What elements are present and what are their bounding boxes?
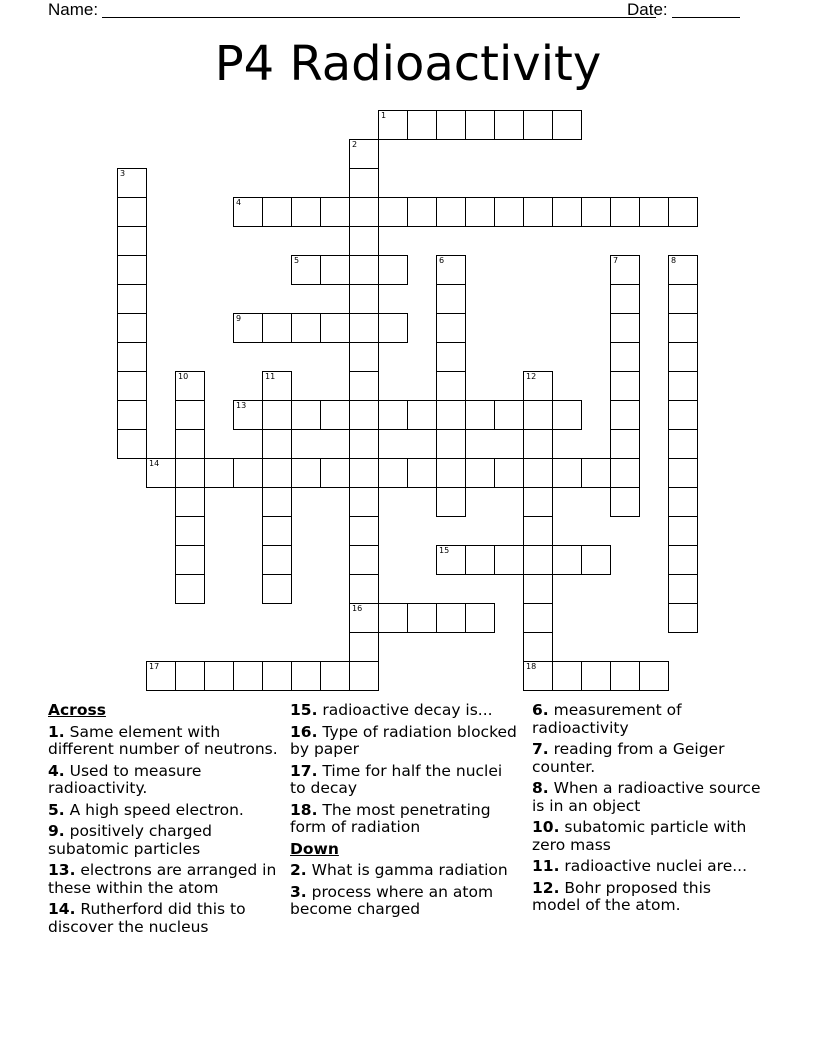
clue-num: 4. [48, 761, 65, 780]
grid-cell[interactable] [465, 603, 495, 633]
across-clue [48, 901, 280, 936]
clue-number: 18 [526, 662, 537, 671]
clue-number: 5 [294, 256, 300, 265]
across-clue [290, 724, 522, 759]
grid-cell[interactable] [262, 197, 292, 227]
grid-cell[interactable] [465, 545, 495, 575]
clue-text: reading from a Geiger counter. [532, 740, 725, 776]
grid-cell[interactable] [233, 197, 263, 227]
clue-num: 7. [532, 740, 549, 758]
grid-cell[interactable] [175, 458, 205, 488]
grid-cell[interactable] [610, 255, 640, 285]
grid-cell[interactable] [291, 458, 321, 488]
clue-text: Time for half the nuclei to decay [290, 761, 503, 797]
grid-cell[interactable] [117, 168, 147, 198]
clue-number: 3 [120, 169, 126, 178]
grid-cell[interactable] [610, 400, 640, 430]
grid-cell[interactable] [436, 284, 466, 314]
grid-cell[interactable] [378, 313, 408, 343]
grid-cell[interactable] [117, 313, 147, 343]
clue-text: subatomic particle with zero mass [532, 818, 747, 854]
grid-cell[interactable] [610, 197, 640, 227]
down-clue [532, 819, 764, 854]
grid-cell[interactable] [436, 400, 466, 430]
grid-cell[interactable] [378, 197, 408, 227]
grid-cell[interactable] [465, 110, 495, 140]
grid-cell[interactable] [523, 661, 553, 691]
name-label: Name: [48, 0, 99, 19]
grid-cell[interactable] [494, 197, 524, 227]
grid-cell[interactable] [610, 661, 640, 691]
clue-num: 13. [48, 861, 76, 879]
clue-text: Used to measure radioactivity. [48, 761, 202, 797]
clue-text: A high speed electron. [64, 800, 244, 819]
down-clue [532, 702, 764, 737]
clue-text: Rutherford did this to discover the nucleus [48, 900, 246, 936]
clue-text: positively charged subatomic particles [48, 822, 212, 858]
grid-cell[interactable] [668, 371, 698, 401]
grid-cell[interactable] [552, 545, 582, 575]
grid-cell[interactable] [262, 545, 292, 575]
clue-num: 17. [290, 761, 318, 780]
grid-cell[interactable] [146, 458, 176, 488]
grid-cell[interactable] [523, 487, 553, 517]
grid-cell[interactable] [436, 110, 466, 140]
across-clue [48, 862, 280, 897]
across-clue [48, 724, 280, 759]
grid-cell[interactable] [291, 313, 321, 343]
grid-cell[interactable] [262, 429, 292, 459]
grid-cell[interactable] [349, 545, 379, 575]
grid-cell[interactable] [378, 110, 408, 140]
grid-cell[interactable] [610, 342, 640, 372]
clue-num: 11. [532, 857, 560, 875]
grid-cell[interactable] [117, 400, 147, 430]
grid-cell[interactable] [175, 487, 205, 517]
clue-number: 10 [178, 372, 189, 381]
down-clue [532, 880, 764, 915]
grid-cell[interactable] [349, 574, 379, 604]
grid-cell[interactable] [349, 516, 379, 546]
grid-cell[interactable] [436, 545, 466, 575]
grid-cell[interactable] [175, 661, 205, 691]
clue-text: Bohr proposed this model of the atom. [532, 878, 711, 914]
grid-cell[interactable] [436, 487, 466, 517]
clue-num: 3. [290, 882, 307, 901]
grid-cell[interactable] [639, 661, 669, 691]
grid-cell[interactable] [436, 197, 466, 227]
grid-cell[interactable] [291, 255, 321, 285]
clue-text: radioactive nuclei are... [559, 857, 748, 875]
down-clue [532, 780, 764, 815]
grid-cell[interactable] [523, 574, 553, 604]
grid-cell[interactable] [610, 487, 640, 517]
grid-cell[interactable] [204, 458, 234, 488]
grid-cell[interactable] [523, 429, 553, 459]
clue-number: 4 [236, 198, 242, 207]
grid-cell[interactable] [436, 429, 466, 459]
grid-cell[interactable] [581, 545, 611, 575]
grid-cell[interactable] [494, 458, 524, 488]
grid-cell[interactable] [349, 371, 379, 401]
clue-text: Type of radiation blocked by paper [290, 722, 517, 758]
clue-text: What is gamma radiation [306, 861, 508, 879]
grid-cell[interactable] [581, 458, 611, 488]
grid-cell[interactable] [291, 661, 321, 691]
grid-cell[interactable] [668, 429, 698, 459]
grid-cell[interactable] [146, 661, 176, 691]
grid-cell[interactable] [523, 197, 553, 227]
grid-cell[interactable] [291, 400, 321, 430]
grid-cell[interactable] [523, 603, 553, 633]
clue-num: 15. [290, 701, 318, 719]
grid-cell[interactable] [407, 400, 437, 430]
grid-cell[interactable] [320, 313, 350, 343]
clue-text: The most penetrating form of radiation [290, 800, 491, 836]
clue-num: 8. [532, 779, 549, 797]
down-clue [290, 862, 522, 880]
grid-cell[interactable] [320, 400, 350, 430]
grid-cell[interactable] [436, 313, 466, 343]
grid-cell[interactable] [668, 458, 698, 488]
clue-column-1 [48, 702, 280, 940]
grid-cell[interactable] [523, 632, 553, 662]
grid-cell[interactable] [523, 371, 553, 401]
grid-cell[interactable] [117, 371, 147, 401]
date-label: Date: [627, 0, 668, 19]
across-clue [290, 702, 522, 720]
across-clue [48, 763, 280, 798]
grid-cell[interactable] [349, 313, 379, 343]
grid-cell[interactable] [320, 197, 350, 227]
grid-cell[interactable] [233, 458, 263, 488]
grid-cell[interactable] [523, 400, 553, 430]
grid-cell[interactable] [349, 429, 379, 459]
grid-cell[interactable] [436, 342, 466, 372]
grid-cell[interactable] [610, 313, 640, 343]
grid-cell[interactable] [233, 313, 263, 343]
clue-text: process where an atom become charged [290, 882, 494, 918]
grid-cell[interactable] [523, 516, 553, 546]
grid-cell[interactable] [581, 197, 611, 227]
grid-cell[interactable] [668, 197, 698, 227]
grid-cell[interactable] [262, 516, 292, 546]
grid-cell[interactable] [349, 603, 379, 633]
grid-cell[interactable] [262, 574, 292, 604]
clue-column-3 [532, 702, 764, 919]
grid-cell[interactable] [175, 400, 205, 430]
clue-text: radioactive decay is... [317, 701, 493, 719]
grid-cell[interactable] [552, 110, 582, 140]
clue-number: 7 [613, 256, 619, 265]
grid-cell[interactable] [175, 371, 205, 401]
clue-num: 12. [532, 878, 560, 897]
grid-cell[interactable] [349, 139, 379, 169]
clue-text: measurement of radioactivity [532, 701, 682, 737]
clue-number: 11 [265, 372, 276, 381]
clue-number: 9 [236, 314, 242, 323]
clue-num: 14. [48, 900, 76, 918]
down-clue [290, 884, 522, 919]
grid-cell[interactable] [378, 603, 408, 633]
clue-num: 18. [290, 800, 318, 819]
across-clue [48, 823, 280, 858]
clue-text: When a radioactive source is in an object [532, 779, 761, 815]
grid-cell[interactable] [349, 632, 379, 662]
clue-num: 1. [48, 722, 65, 741]
grid-cell[interactable] [262, 371, 292, 401]
grid-cell[interactable] [494, 400, 524, 430]
clue-number: 12 [526, 372, 537, 381]
grid-cell[interactable] [552, 197, 582, 227]
grid-cell[interactable] [349, 255, 379, 285]
grid-cell[interactable] [465, 197, 495, 227]
down-clue [532, 858, 764, 876]
clue-num: 9. [48, 822, 65, 840]
clue-number: 14 [149, 459, 160, 468]
clue-num: 16. [290, 722, 318, 741]
grid-cell[interactable] [320, 458, 350, 488]
clue-num: 10. [532, 818, 560, 836]
grid-cell[interactable] [175, 545, 205, 575]
clue-text: Same element with different number of neutrons. [48, 722, 278, 758]
grid-cell[interactable] [436, 371, 466, 401]
grid-cell[interactable] [349, 284, 379, 314]
grid-cell[interactable] [552, 661, 582, 691]
grid-cell[interactable] [204, 661, 234, 691]
grid-cell[interactable] [668, 574, 698, 604]
grid-cell[interactable] [233, 400, 263, 430]
grid-cell[interactable] [668, 284, 698, 314]
grid-cell[interactable] [175, 516, 205, 546]
down-clue [532, 741, 764, 776]
clue-num: 6. [532, 701, 549, 719]
grid-cell[interactable] [117, 429, 147, 459]
grid-cell[interactable] [349, 400, 379, 430]
grid-cell[interactable] [668, 487, 698, 517]
clue-number: 17 [149, 662, 160, 671]
across-clue [48, 802, 280, 820]
grid-cell[interactable] [117, 284, 147, 314]
grid-cell[interactable] [262, 400, 292, 430]
grid-cell[interactable] [610, 371, 640, 401]
grid-cell[interactable] [552, 458, 582, 488]
grid-cell[interactable] [175, 429, 205, 459]
grid-cell[interactable] [349, 197, 379, 227]
grid-cell[interactable] [117, 226, 147, 256]
grid-cell[interactable] [668, 342, 698, 372]
clue-number: 2 [352, 140, 358, 149]
grid-cell[interactable] [262, 458, 292, 488]
grid-cell[interactable] [407, 458, 437, 488]
grid-cell[interactable] [349, 458, 379, 488]
clue-text: electrons are arranged in these within the atom [48, 861, 277, 897]
clue-number: 13 [236, 401, 247, 410]
grid-cell[interactable] [349, 168, 379, 198]
grid-cell[interactable] [262, 313, 292, 343]
clue-num: 5. [48, 800, 65, 819]
grid-cell[interactable] [494, 110, 524, 140]
grid-cell[interactable] [581, 661, 611, 691]
grid-cell[interactable] [117, 255, 147, 285]
grid-cell[interactable] [320, 255, 350, 285]
grid-cell[interactable] [552, 400, 582, 430]
grid-cell[interactable] [407, 110, 437, 140]
grid-cell[interactable] [494, 545, 524, 575]
grid-cell[interactable] [436, 255, 466, 285]
grid-cell[interactable] [407, 603, 437, 633]
clue-num: 2. [290, 861, 307, 879]
grid-cell[interactable] [668, 313, 698, 343]
clue-number: 15 [439, 546, 450, 555]
down-heading: Down [290, 839, 339, 858]
grid-cell[interactable] [117, 197, 147, 227]
grid-cell[interactable] [349, 661, 379, 691]
page-title: P4 Radioactivity [214, 36, 602, 92]
grid-cell[interactable] [523, 545, 553, 575]
grid-cell[interactable] [378, 255, 408, 285]
grid-cell[interactable] [610, 429, 640, 459]
grid-cell[interactable] [523, 110, 553, 140]
grid-cell[interactable] [668, 400, 698, 430]
clue-number: 16 [352, 604, 363, 613]
clue-number: 1 [381, 111, 387, 120]
grid-cell[interactable] [523, 458, 553, 488]
grid-cell[interactable] [262, 661, 292, 691]
grid-cell[interactable] [436, 458, 466, 488]
grid-cell[interactable] [291, 197, 321, 227]
clue-number: 8 [671, 256, 677, 265]
grid-cell[interactable] [117, 342, 147, 372]
grid-cell[interactable] [465, 458, 495, 488]
grid-cell[interactable] [320, 661, 350, 691]
grid-cell[interactable] [610, 458, 640, 488]
grid-cell[interactable] [436, 603, 466, 633]
grid-cell[interactable] [465, 400, 495, 430]
grid-cell[interactable] [668, 255, 698, 285]
grid-cell[interactable] [668, 545, 698, 575]
grid-cell[interactable] [639, 197, 669, 227]
grid-cell[interactable] [233, 661, 263, 691]
grid-cell[interactable] [378, 458, 408, 488]
across-heading: Across [48, 701, 106, 719]
across-clue [290, 802, 522, 837]
clue-number: 6 [439, 256, 445, 265]
grid-cell[interactable] [175, 574, 205, 604]
grid-cell[interactable] [349, 487, 379, 517]
across-clue [290, 763, 522, 798]
grid-cell[interactable] [668, 603, 698, 633]
grid-cell[interactable] [349, 342, 379, 372]
grid-cell[interactable] [610, 284, 640, 314]
grid-cell[interactable] [262, 487, 292, 517]
grid-cell[interactable] [668, 516, 698, 546]
clue-column-2 [290, 702, 522, 923]
grid-cell[interactable] [407, 197, 437, 227]
grid-cell[interactable] [378, 400, 408, 430]
grid-cell[interactable] [349, 226, 379, 256]
